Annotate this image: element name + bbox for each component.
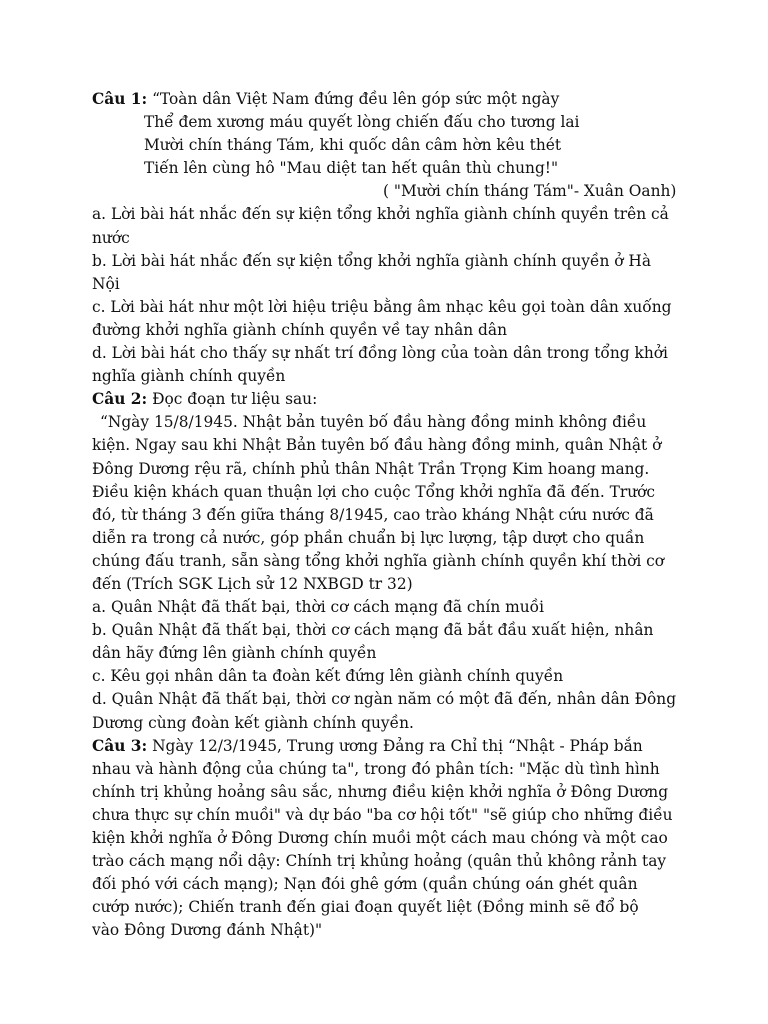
- q3-label: Câu 3:: [92, 736, 148, 755]
- q3-line-9: vào Đông Dương đánh Nhật)": [92, 921, 323, 940]
- q2-passage-line-8: đến (Trích SGK Lịch sử 12 NXBGD tr 32): [92, 574, 413, 593]
- q1-poem-line-2: Thể đem xương máu quyết lòng chiến đấu cho tương lai: [144, 113, 580, 132]
- q3-line-4: chưa thực sự chín muồi" và dự báo "ba cơ hội tốt" "sẽ giúp cho những điều: [92, 805, 673, 824]
- q1-option-a-line-2: nước: [92, 228, 130, 247]
- q1-label: Câu 1:: [92, 90, 148, 108]
- q2-label: Câu 2:: [92, 390, 148, 409]
- q1-option-a-line-1: a. Lời bài hát nhắc đến sự kiện tổng khởi nghĩa giành chính quyền trên cả: [92, 205, 669, 224]
- q2-option-a-line-1: a. Quân Nhật đã thất bại, thời cơ cách mạng đã chín muồi: [92, 598, 544, 617]
- q2-option-c-line-1: c. Kêu gọi nhân dân ta đoàn kết đứng lên giành chính quyền: [92, 667, 564, 686]
- q2-intro: Đọc đoạn tư liệu sau:: [147, 390, 318, 409]
- q1-option-c-line-1: c. Lời bài hát như một lời hiệu triệu bằng âm nhạc kêu gọi toàn dân xuống: [92, 297, 672, 316]
- q1-poem-line-3: Mười chín tháng Tám, khi quốc dân câm hờn kêu thét: [144, 136, 562, 155]
- q1-poem-line-4: Tiến lên cùng hô "Mau diệt tan hết quân thù chung!": [144, 159, 559, 178]
- q2-passage-line-1: “Ngày 15/8/1945. Nhật bản tuyên bố đầu hàng đồng minh không điều: [100, 413, 647, 432]
- q3-line-3: chính trị khủng hoảng sâu sắc, nhưng điều kiện khởi nghĩa ở Đông Dương: [92, 782, 669, 801]
- q2-passage-line-4: Điều kiện khách quan thuận lợi cho cuộc Tổng khởi nghĩa đã đến. Trước: [92, 482, 656, 501]
- q1-poem-source: ( "Mười chín tháng Tám"- Xuân Oanh): [383, 182, 677, 201]
- q1-option-d-line-2: nghĩa giành chính quyền: [92, 367, 286, 386]
- q2-option-d-line-1: d. Quân Nhật đã thất bại, thời cơ ngàn năm có một đã đến, nhân dân Đông: [92, 690, 677, 709]
- q2-passage-line-5: đó, từ tháng 3 đến giữa tháng 8/1945, cao trào kháng Nhật cứu nước đã: [92, 505, 654, 524]
- q1-option-c-line-2: đường khởi nghĩa giành chính quyền về tay nhân dân: [92, 320, 507, 339]
- q2-passage-line-2: kiện. Ngay sau khi Nhật Bản tuyên bố đầu hàng đồng minh, quân Nhật ở: [92, 436, 662, 455]
- q2-passage-line-7: chúng đấu tranh, sẵn sàng tổng khởi nghĩa giành chính quyền khí thời cơ: [92, 551, 665, 570]
- q3-line-7: đối phó với cách mạng); Nạn đói ghê gớm (quần chúng oán ghét quân: [92, 875, 638, 894]
- q3-line-2: nhau và hành động của chúng ta", trong đó phân tích: "Mặc dù tình hình: [92, 759, 660, 778]
- q2-option-d-line-2: Dương cùng đoàn kết giành chính quyền.: [92, 713, 414, 732]
- q3-line-1: [92, 735, 682, 758]
- q3-line-8: cướp nước); Chiến tranh đến giai đoạn quyết liệt (Đồng minh sẽ đổ bộ: [92, 898, 639, 917]
- document-page: [92, 88, 682, 942]
- q2-heading: [92, 388, 682, 411]
- q1-option-b-line-2: Nội: [92, 274, 120, 293]
- q2-option-b-line-1: b. Quân Nhật đã thất bại, thời cơ cách mạng đã bắt đầu xuất hiện, nhân: [92, 621, 654, 640]
- q2-option-b-line-2: dân hãy đứng lên giành chính quyền: [92, 644, 377, 663]
- q1-option-b-line-1: b. Lời bài hát nhắc đến sự kiện tổng khởi nghĩa giành chính quyền ở Hà: [92, 251, 652, 270]
- q1-poem-line-1: [92, 88, 682, 111]
- q2-passage-line-3: Đông Dương rệu rã, chính phủ thân Nhật Trần Trọng Kim hoang mang.: [92, 459, 650, 478]
- q2-passage-line-6: diễn ra trong cả nước, góp phần chuẩn bị lực lượng, tập dượt cho quần: [92, 528, 645, 547]
- q3-text-1: Ngày 12/3/1945, Trung ương Đảng ra Chỉ thị “Nhật - Pháp bắn: [147, 736, 643, 755]
- q1-option-d-line-1: d. Lời bài hát cho thấy sự nhất trí đồng lòng của toàn dân trong tổng khởi: [92, 344, 668, 363]
- q3-line-5: kiện khởi nghĩa ở Đông Dương chín muồi một cách mau chóng và một cao: [92, 829, 668, 847]
- q1-poem-text-1: “Toàn dân Việt Nam đứng đều lên góp sức một ngày: [147, 90, 560, 108]
- q3-line-6: trào cách mạng nổi dậy: Chính trị khủng hoảng (quân thủ không rảnh tay: [92, 852, 667, 871]
